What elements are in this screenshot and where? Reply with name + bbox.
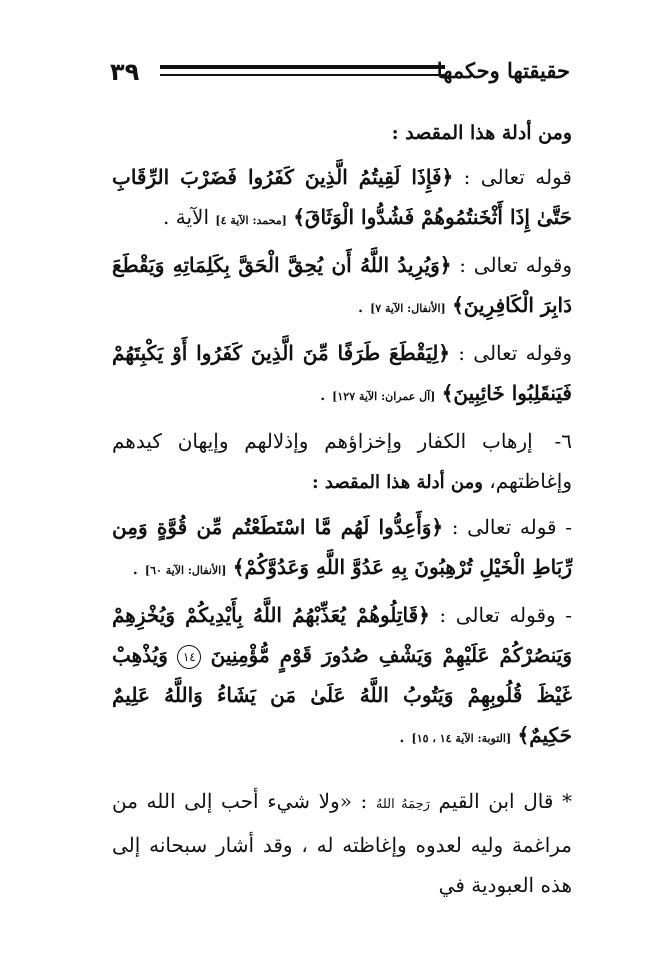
heading-text: ومن أدلة هذا المقصد : — [391, 122, 572, 144]
quran-quote-5 — [112, 595, 572, 759]
quote-tail: . — [319, 381, 326, 405]
header-rule-thin — [160, 74, 445, 76]
page-number: ٣٩ — [110, 58, 140, 86]
verse-reference: [محمد: الآية ٤] — [215, 214, 287, 227]
quote-tail: . — [398, 723, 406, 747]
quran-quote-3 — [112, 333, 572, 417]
verse-text: ﴿وَيُرِيدُ اللَّهُ أَن يُحِقَّ الْحَقَّ بِكَلِمَاتِهِ وَيَقْطَعَ دَابِرَ الْكَافِرِينَ﴾ — [112, 253, 572, 317]
verse-reference: [آل عمران: الآية ١٢٧] — [332, 390, 436, 403]
quote-tail: الآية . — [163, 205, 209, 229]
item-text: إرهاب الكفار وإخزاؤهم وإذلالهم وإيهان كيدهم وإغاظتهم، — [112, 429, 572, 493]
header-rule-thick — [160, 65, 445, 69]
verse-text-part-1: ﴿قَاتِلُوهُمْ يُعَذِّبْهُمُ اللَّهُ بِأَيْدِيكُمْ وَيُخْزِهِمْ وَيَنصُرْكُمْ عَلَيْهِمْ وَيَشْفِ صُدُورَ قَوْمٍ مُّؤْمِنِينَ — [112, 603, 573, 667]
page-header — [110, 58, 570, 92]
quote-intro: - وقوله تعالى : — [439, 603, 573, 627]
quote-intro: وقوله تعالى : — [458, 341, 572, 365]
verse-text-part-2: وَيُذْهِبْ غَيْظَ قُلُوبِهِمْ وَيَتُوبُ اللَّهُ عَلَىٰ مَن يَشَاءُ وَاللَّهُ عَلِيمٌ حَكِيمٌ﴾ — [112, 643, 572, 747]
verse-reference: [الأنفال: الآية ٧] — [370, 302, 446, 315]
section-heading — [112, 112, 572, 153]
star-marker: * — [562, 789, 573, 813]
verse-text: ﴿وَأَعِدُّوا لَهُم مَّا اسْتَطَعْتُم مِّن قُوَّةٍ وَمِن رِّبَاطِ الْخَيْلِ تُرْهِبُونَ بِهِ عَدُوَّ اللَّهِ وَعَدُوَّكُمْ﴾ — [112, 515, 572, 579]
quote-intro: قوله تعالى : — [463, 165, 572, 189]
verse-text: ﴿فَإِذَا لَقِيتُمُ الَّذِينَ كَفَرُوا فَضَرْبَ الرِّقَابِ حَتَّىٰ إِذَا أَثْخَنتُمُوهُمْ فَشُدُّوا الْوَثَاقَ﴾ — [112, 165, 572, 229]
quran-quote-2 — [112, 245, 572, 329]
item-number: ٦- — [554, 429, 572, 453]
quote-intro: وقوله تعالى : — [459, 253, 572, 277]
ayah-number-marker: ١٤ — [177, 645, 201, 669]
item-subheading: ومن أدلة هذا المقصد : — [312, 472, 483, 493]
header-rule — [160, 65, 445, 76]
verse-reference: [الأنفال: الآية ٦٠] — [144, 564, 227, 577]
closing-intro: قال ابن القيم — [438, 789, 554, 813]
quran-quote-4 — [112, 507, 572, 591]
running-title: حقيقتها وحكمها — [436, 58, 570, 83]
closing-paragraph — [112, 781, 572, 905]
honorific-glyph: رَحِمَهُ اللهُ — [375, 797, 430, 812]
quote-tail: . — [357, 293, 364, 317]
quote-intro: - قوله تعالى : — [451, 515, 572, 539]
quote-tail: . — [132, 555, 139, 579]
verse-reference: [التوبة: الآية ١٤ ، ١٥] — [411, 732, 512, 745]
verse-text: ﴿لِيَقْطَعَ طَرَفًا مِّنَ الَّذِينَ كَفَرُوا أَوْ يَكْبِتَهُمْ فَيَنقَلِبُوا خَائِبِينَ﴾ — [112, 341, 572, 405]
quran-quote-1 — [112, 157, 572, 241]
page-body — [112, 112, 572, 909]
numbered-item-6 — [112, 421, 572, 503]
closing-text: : «ولا شيء أحب إلى الله من مراغمة وليه لعدوه وإغاظته له ، وقد أشار سبحانه إلى هذه العبودية في — [112, 789, 572, 897]
paragraph-gap — [112, 763, 572, 781]
